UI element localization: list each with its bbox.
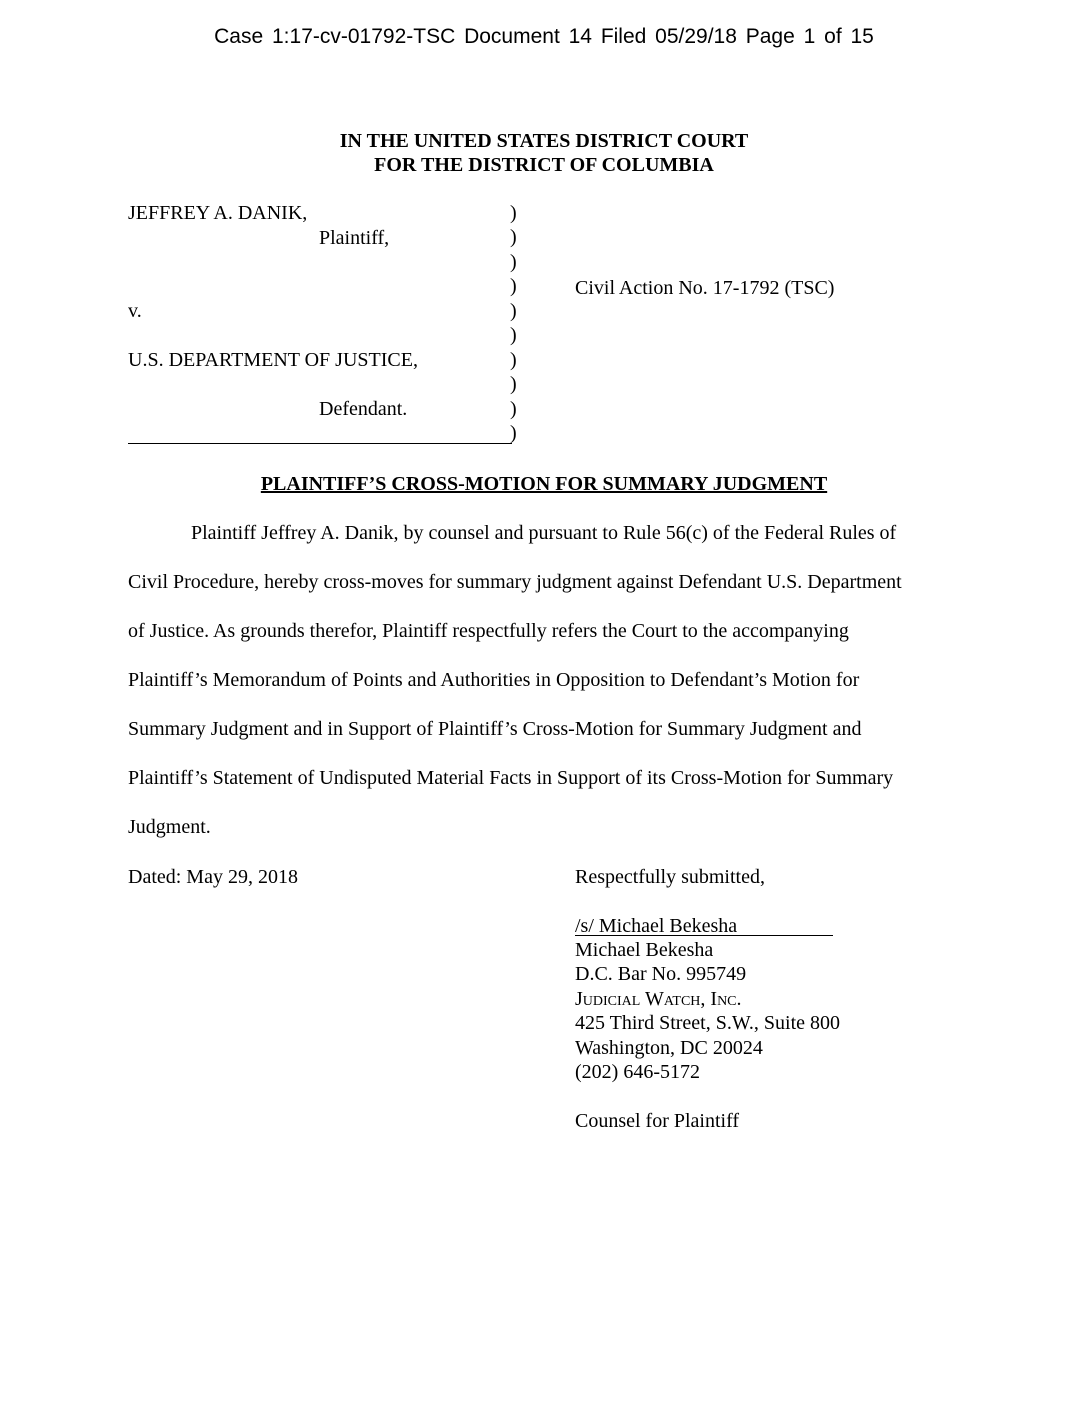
- plaintiff-role: Plaintiff,: [319, 227, 390, 249]
- court-name-line-1: IN THE UNITED STATES DISTRICT COURT: [339, 130, 749, 152]
- caption-paren: ): [510, 202, 517, 224]
- caption-rule: [128, 443, 512, 444]
- body-line: Plaintiff’s Memorandum of Points and Authorities in Opposition to Defendant’s Motion for: [128, 669, 860, 691]
- court-name-line-2: FOR THE DISTRICT OF COLUMBIA: [374, 154, 714, 176]
- e-signature: /s/ Michael Bekesha: [575, 915, 738, 937]
- organization: Judicial Watch, Inc.: [575, 988, 742, 1010]
- caption-paren: ): [510, 324, 517, 346]
- counsel-role: Counsel for Plaintiff: [575, 1110, 740, 1132]
- body-line: Summary Judgment and in Support of Plaintiff’s Cross-Motion for Summary Judgment and: [128, 718, 862, 740]
- body-line: Judgment.: [128, 816, 211, 838]
- caption-paren: ): [510, 300, 517, 322]
- caption-paren: ): [510, 398, 517, 420]
- body-line: Plaintiff’s Statement of Undisputed Material Facts in Support of its Cross-Motion for Summary: [128, 767, 894, 789]
- caption-paren: ): [510, 349, 517, 371]
- caption-paren: ): [510, 226, 517, 248]
- motion-title: PLAINTIFF’S CROSS-MOTION FOR SUMMARY JUDGMENT: [260, 473, 828, 495]
- caption-paren: ): [510, 251, 517, 273]
- date-line: Dated: May 29, 2018: [128, 866, 298, 888]
- caption-paren: ): [510, 422, 517, 444]
- phone: (202) 646-5172: [575, 1061, 700, 1083]
- case-number: Civil Action No. 17-1792 (TSC): [575, 277, 835, 299]
- signature-rule: [575, 935, 833, 936]
- docket-header: Case 1:17-cv-01792-TSC Document 14 Filed 05/29/18 Page 1 of 15: [214, 25, 874, 48]
- address-line-2: Washington, DC 20024: [575, 1037, 763, 1059]
- body-line: of Justice. As grounds therefor, Plaintiff respectfully refers the Court to the accompanying: [128, 620, 849, 642]
- closing: Respectfully submitted,: [575, 866, 765, 888]
- body-line: Plaintiff Jeffrey A. Danik, by counsel and pursuant to Rule 56(c) of the Federal Rules of: [191, 522, 897, 544]
- caption-paren: ): [510, 275, 517, 297]
- plaintiff-name: JEFFREY A. DANIK,: [128, 202, 308, 224]
- body-line: Civil Procedure, hereby cross-moves for summary judgment against Defendant U.S. Department: [128, 571, 902, 593]
- address-line-1: 425 Third Street, S.W., Suite 800: [575, 1012, 840, 1034]
- bar-number: D.C. Bar No. 995749: [575, 963, 747, 985]
- attorney-name: Michael Bekesha: [575, 939, 714, 961]
- defendant-role: Defendant.: [319, 398, 408, 420]
- defendant-name: U.S. DEPARTMENT OF JUSTICE,: [128, 349, 418, 371]
- caption-paren: ): [510, 373, 517, 395]
- versus: v.: [128, 300, 142, 322]
